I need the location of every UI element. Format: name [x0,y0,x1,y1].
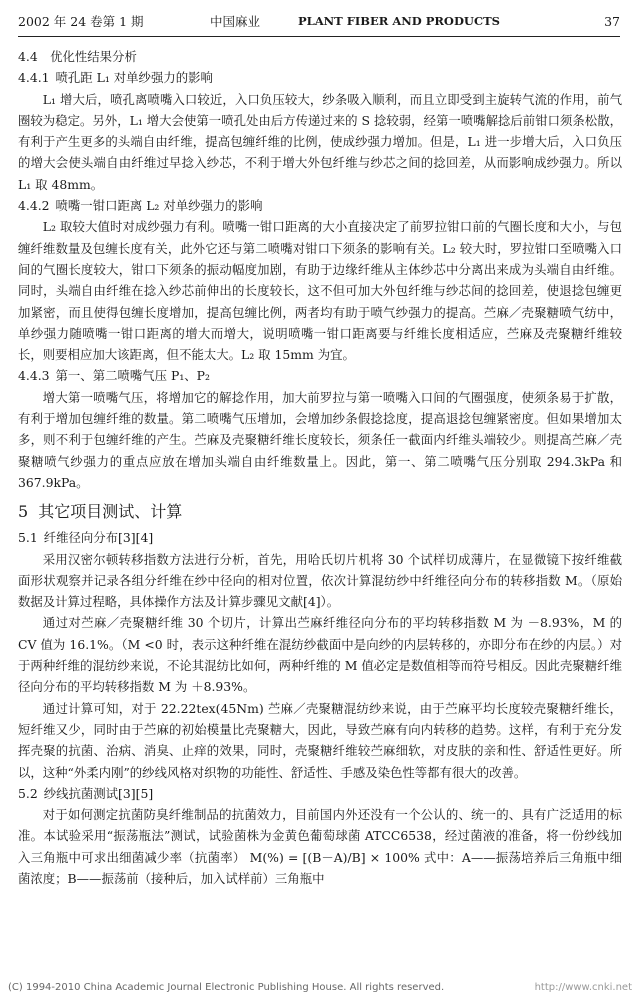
copyright-text: (C) 1994-2010 China Academic Journal Electronic Publishing House. All rights reserved. [8,982,445,993]
running-header [18,6,620,37]
section-number: 4.4.3 [18,368,50,384]
paragraph-5-1-a: 采用汉密尔顿转移指数方法进行分析，首先，用哈氏切片机将 30 个试样切成薄片，在显微镜下按纤维截面形状观察并记录各组分纤维在纱中径向的相对位置，依次计算混纺纱中纤维径向分布的转移指数 M。（原始数据及计算过程略，具体操作方法及计算步骤见文献[4]）。 [18,551,622,610]
footer-url[interactable]: http://www.cnki.net [534,982,632,993]
section-number: 4.4.1 [18,70,50,86]
article-body [18,46,622,889]
section-number: 5.1 [18,530,38,546]
section-heading-5 [18,499,622,525]
section-number: 4.4.2 [18,198,50,214]
journal-name-cn: 中国麻业 [210,14,261,29]
section-title: 第一、第二喷嘴气压 P₁、P₂ [55,368,210,384]
paragraph-4-4-3: 增大第一喷嘴气压，将增加它的解捻作用，加大前罗拉与第一喷嘴入口间的气圈强度，使须条易于扩散，有利于增加包缠纤维的数量。第二喷嘴气压增加，会增加纱条假捻捻度，提高退捻包缠紧密度。但如果增加太多，则不利于包缠纤维的产生。苎麻及壳聚糖纤维长度较长，须条任一截面内纤维头端较少。则提高苎麻／壳聚糖喷气纱强力的重点应放在增加头端自由纤维数量上。因此，第一、第二喷嘴气压分别取 294.3kPa 和 367.9kPa。 [18,389,622,490]
page-number: 37 [604,13,620,29]
section-heading-5-1 [18,527,622,548]
paragraph-4-4-2: L₂ 取较大值时对成纱强力有利。喷嘴一钳口距离的大小直接决定了前罗拉钳口前的气圈长度和大小，与包缠纤维数量及包缠长度有关，此外它还与第二喷嘴对钳口下须条的影响有关。L₂ 较大时，罗拉钳口至喷嘴入口间的气圈长度较大，钳口下须条的振动幅度加剧，有助于边缘纤维从主体纱芯中分离出来成为头端自由纤维。同时，头端自由纤维在捻入纱芯前伸出的长度较长，这不但可加大外包纤维与纱芯间的捻回差，使退捻包缠更加紧密，而且使得包缠长度增加，提高包缠比例，两者均有助于喷气纱强力的提高。苎麻／壳聚糖喷气纺中，单纱强力随喷嘴一钳口距离的增大而增大，说明喷嘴一钳口距离要与纤维长度相适应，苎麻及壳聚糖纤维较长，则要相应加大该距离，但不能太大。L₂ 取 15mm 为宜。 [18,219,622,363]
section-title: 纤维径向分布[3][4] [43,530,154,546]
journal-name-en: PLANT FIBER AND PRODUCTS [298,14,500,28]
section-heading-5-2 [18,783,622,804]
issue-label: 2002 年 24 卷第 1 期 [18,14,144,29]
copyright-footer [8,982,632,998]
section-heading-4-4-2 [18,195,622,216]
section-title: 纱线抗菌测试[3][5] [43,785,154,801]
section-number: 5.2 [18,785,38,801]
section-heading-4-4-3 [18,365,622,386]
section-title: 喷孔距 L₁ 对单纱强力的影响 [55,70,213,86]
section-number: 5 [18,502,29,522]
section-title: 喷嘴一钳口距离 L₂ 对单纱强力的影响 [55,198,263,214]
section-title: 其它项目测试、计算 [38,502,183,522]
paragraph-5-2: 对于如何测定抗菌防臭纤维制品的抗菌效力，目前国内外还没有一个公认的、统一的、具有广泛适用的标准。本试验采用“振荡瓶法”测试，试验菌株为金黄色葡萄球菌 ATCC6538，经过菌液的准备，将一份纱线加入三角瓶中可求出细菌减少率（抗菌率） M(%) = [(B－A)/B] × 100% 式中：A——振荡培养后三角瓶中细菌浓度；B——振荡前（接种后，加入试样前）三角瓶中 [18,807,622,886]
section-heading-4-4: 4.4 优化性结果分析 [18,49,137,64]
paragraph-4-4-1: L₁ 增大后，喷孔离喷嘴入口较近，入口负压较大，纱条吸入顺利，而且立即受到主旋转气流的作用，前气圈较为稳定。另外，L₁ 增大会使第一喷孔处由后方传递过来的 S 捻较弱，经第一喷嘴解捻后前钳口须条松散，有利于产生更多的头端自由纤维，提高包缠纤维的比例，使成纱强力增加。但是，L₁ 进一步增大后，入口负压的增大会使头端自由纤维过早捻入纱芯，不利于增大外包纤维与纱芯之间的捻回差，从而影响成纱强力。所以 L₁ 取 48mm。 [18,91,622,192]
paragraph-5-1-c: 通过计算可知，对于 22.22tex(45Nm) 苎麻／壳聚糖混纺纱来说，由于苎麻平均长度较壳聚糖纤维长，短纤维又少，同时由于苎麻的初始模量比壳聚糖大，因此，导致苎麻有向内转移的趋势。这样，有利于充分发挥壳聚的抗菌、治病、消臭、止痒的效果，同时，壳聚糖纤维较苎麻细软，对皮肤的亲和性、舒适性更好。所以，这种“外柔内刚”的纱线风格对织物的功能性、舒适性、手感及染色性等都有很大的改善。 [18,700,622,780]
section-heading-4-4-1 [18,67,622,88]
paragraph-5-1-b: 通过对苎麻／壳聚糖纤维 30 个切片，计算出苎麻纤维径向分布的平均转移指数 M 为 －8.93%，M 的 CV 值为 16.1%。（M <0 时，表示这种纤维在混纺纱截面中是向纱的内层转移的，亦即分布在纱的内层。）对于两种纤维的混纺纱来说，不论其混纺比如何，两种纤维的 M 值必定是数值相等而符号相反。因此壳聚糖纤维径向分布的平均转移指数 M 为 ＋8.93%。 [18,615,622,695]
